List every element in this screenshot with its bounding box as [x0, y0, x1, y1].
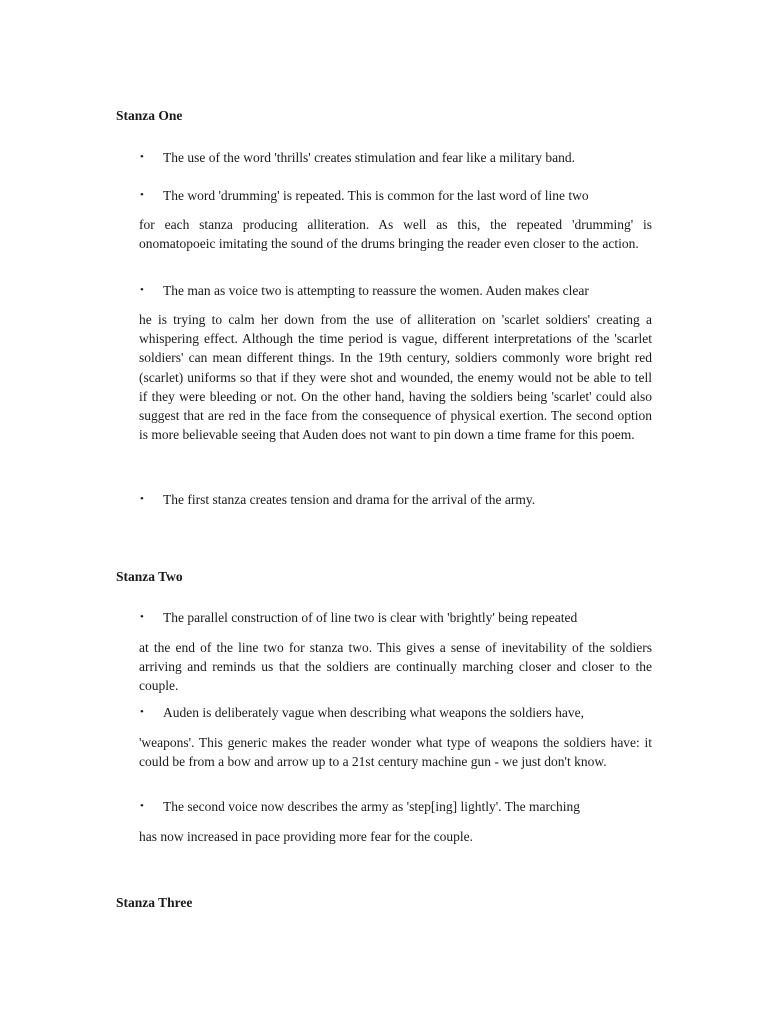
- bullet-dot: •: [140, 493, 144, 505]
- stanza-one-bullet-1: The use of the word 'thrills' creates stimulation and fear like a military band.: [163, 150, 575, 165]
- stanza-two-bullet-2: Auden is deliberately vague when describing what weapons the soldiers have,: [163, 705, 584, 720]
- stanza-two-bullet-3: The second voice now describes the army as 'step[ing] lightly'. The marching: [163, 799, 580, 814]
- stanza-two-bullet-2-continuation: 'weapons'. This generic makes the reader wonder what type of weapons the soldiers have: it could be from a bow and arrow up to a 21st century machine gun - we just don't know.: [139, 735, 652, 770]
- stanza-two-bullet-3-continuation: has now increased in pace providing more fear for the couple.: [139, 829, 473, 844]
- bullet-dot: •: [140, 611, 144, 623]
- bullet-dot: •: [140, 800, 144, 812]
- bullet-dot: •: [140, 189, 144, 201]
- stanza-three-heading: Stanza Three: [116, 895, 193, 910]
- stanza-two-bullet-1: The parallel construction of of line two is clear with 'brightly' being repeated: [163, 610, 578, 625]
- stanza-one-bullet-3: The man as voice two is attempting to reassure the women. Auden makes clear: [163, 283, 589, 298]
- bullet-dot: •: [140, 151, 144, 163]
- stanza-one-heading: Stanza One: [116, 108, 183, 123]
- bullet-dot: •: [140, 706, 144, 718]
- bullet-dot: •: [140, 284, 144, 296]
- stanza-one-bullet-3-continuation: he is trying to calm her down from the use of alliteration on 'scarlet soldiers' creating a whispering effect. Although the time period is vague, different interpretations of the 'scarlet soldiers' can mean different things. In the 19th century, soldiers commonly wore bright red (scarlet) uniforms so that if they were shot and wounded, the enemy would not be able to tell if they were bleeding or not. On the other hand, having the soldiers being 'scarlet' could also suggest that are red in the face from the consequence of physical exertion. The second option is more believable seeing that Auden does not want to pin down a time frame for this poem.: [139, 312, 652, 443]
- stanza-one-bullet-2-continuation: for each stanza producing alliteration. As well as this, the repeated 'drumming' is onomatopoeic imitating the sound of the drums bringing the reader even closer to the action.: [139, 217, 652, 252]
- stanza-two-bullet-1-continuation: at the end of the line two for stanza two. This gives a sense of inevitability of the soldiers arriving and reminds us that the soldiers are continually marching closer and closer to the couple.: [139, 640, 652, 694]
- stanza-one-bullet-4: The first stanza creates tension and drama for the arrival of the army.: [163, 492, 536, 507]
- stanza-two-heading: Stanza Two: [116, 569, 183, 584]
- stanza-one-bullet-2: The word 'drumming' is repeated. This is common for the last word of line two: [163, 188, 589, 203]
